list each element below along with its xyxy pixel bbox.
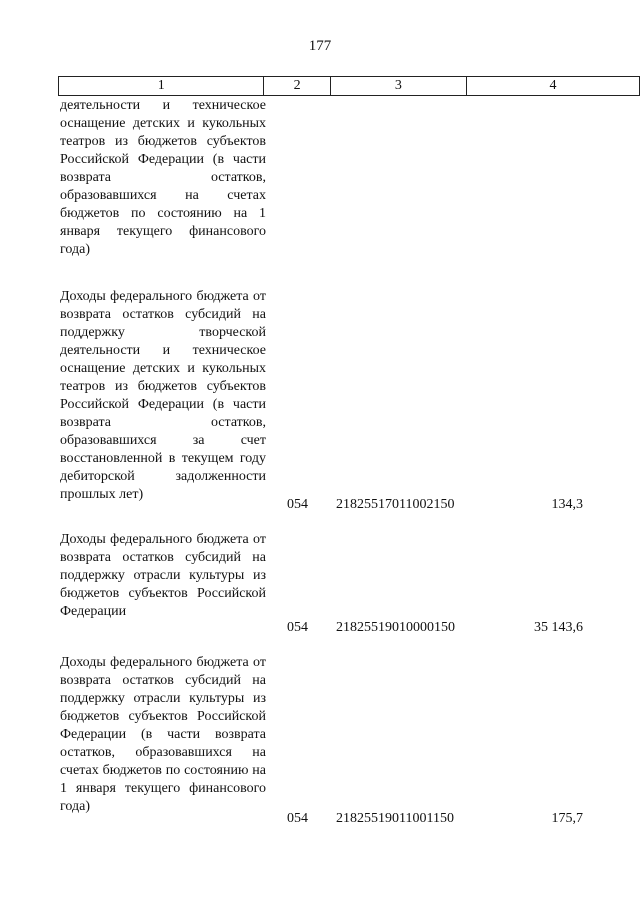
row-3-amount: 175,7 [551, 811, 583, 826]
continued-row-text: деятельности и техническое оснащение детских и кукольных театров из бюджетов субъектов Российской Федерации (в части возврата остатков, образовавшихся на счетах бюджетов по состоянию на 1 января текущего финансового года) [60, 98, 266, 257]
page-number: 177 [308, 38, 332, 54]
row-2-text: Доходы федерального бюджета от возврата остатков субсидий на поддержку отрасли культуры из бюджетов субъектов Российской Федерации [60, 532, 266, 619]
row-3-text: Доходы федерального бюджета от возврата остатков субсидий на поддержку отрасли культуры из бюджетов субъектов Российской Федерации (в части возврата остатков, образовавшихся на счетах бюджетов по состоянию на 1 января текущего финансового года) [60, 655, 266, 814]
row-1-code: 054 [287, 497, 308, 512]
row-1-text: Доходы федерального бюджета от возврата остатков субсидий на поддержку творческой деятельности и техническое оснащение детских и кукольных театров из бюджетов субъектов Российской Федерации (в части возврата остатков, образовавшихся за счет восстановленной в текущем году дебиторской задолженности прошлых лет) [60, 289, 266, 502]
column-header-table [58, 76, 640, 96]
header-col-3: 3 [330, 77, 466, 96]
row-1-kbk: 21825517011002150 [336, 497, 455, 512]
header-col-2: 2 [264, 77, 330, 96]
header-col-1: 1 [59, 77, 264, 96]
row-3-code: 054 [287, 811, 308, 826]
row-1-amount: 134,3 [551, 497, 583, 512]
row-2-amount: 35 143,6 [534, 620, 583, 635]
row-2-code: 054 [287, 620, 308, 635]
row-2-kbk: 21825519010000150 [336, 620, 455, 635]
header-col-4: 4 [467, 77, 640, 96]
row-3-kbk: 21825519011001150 [336, 811, 454, 826]
